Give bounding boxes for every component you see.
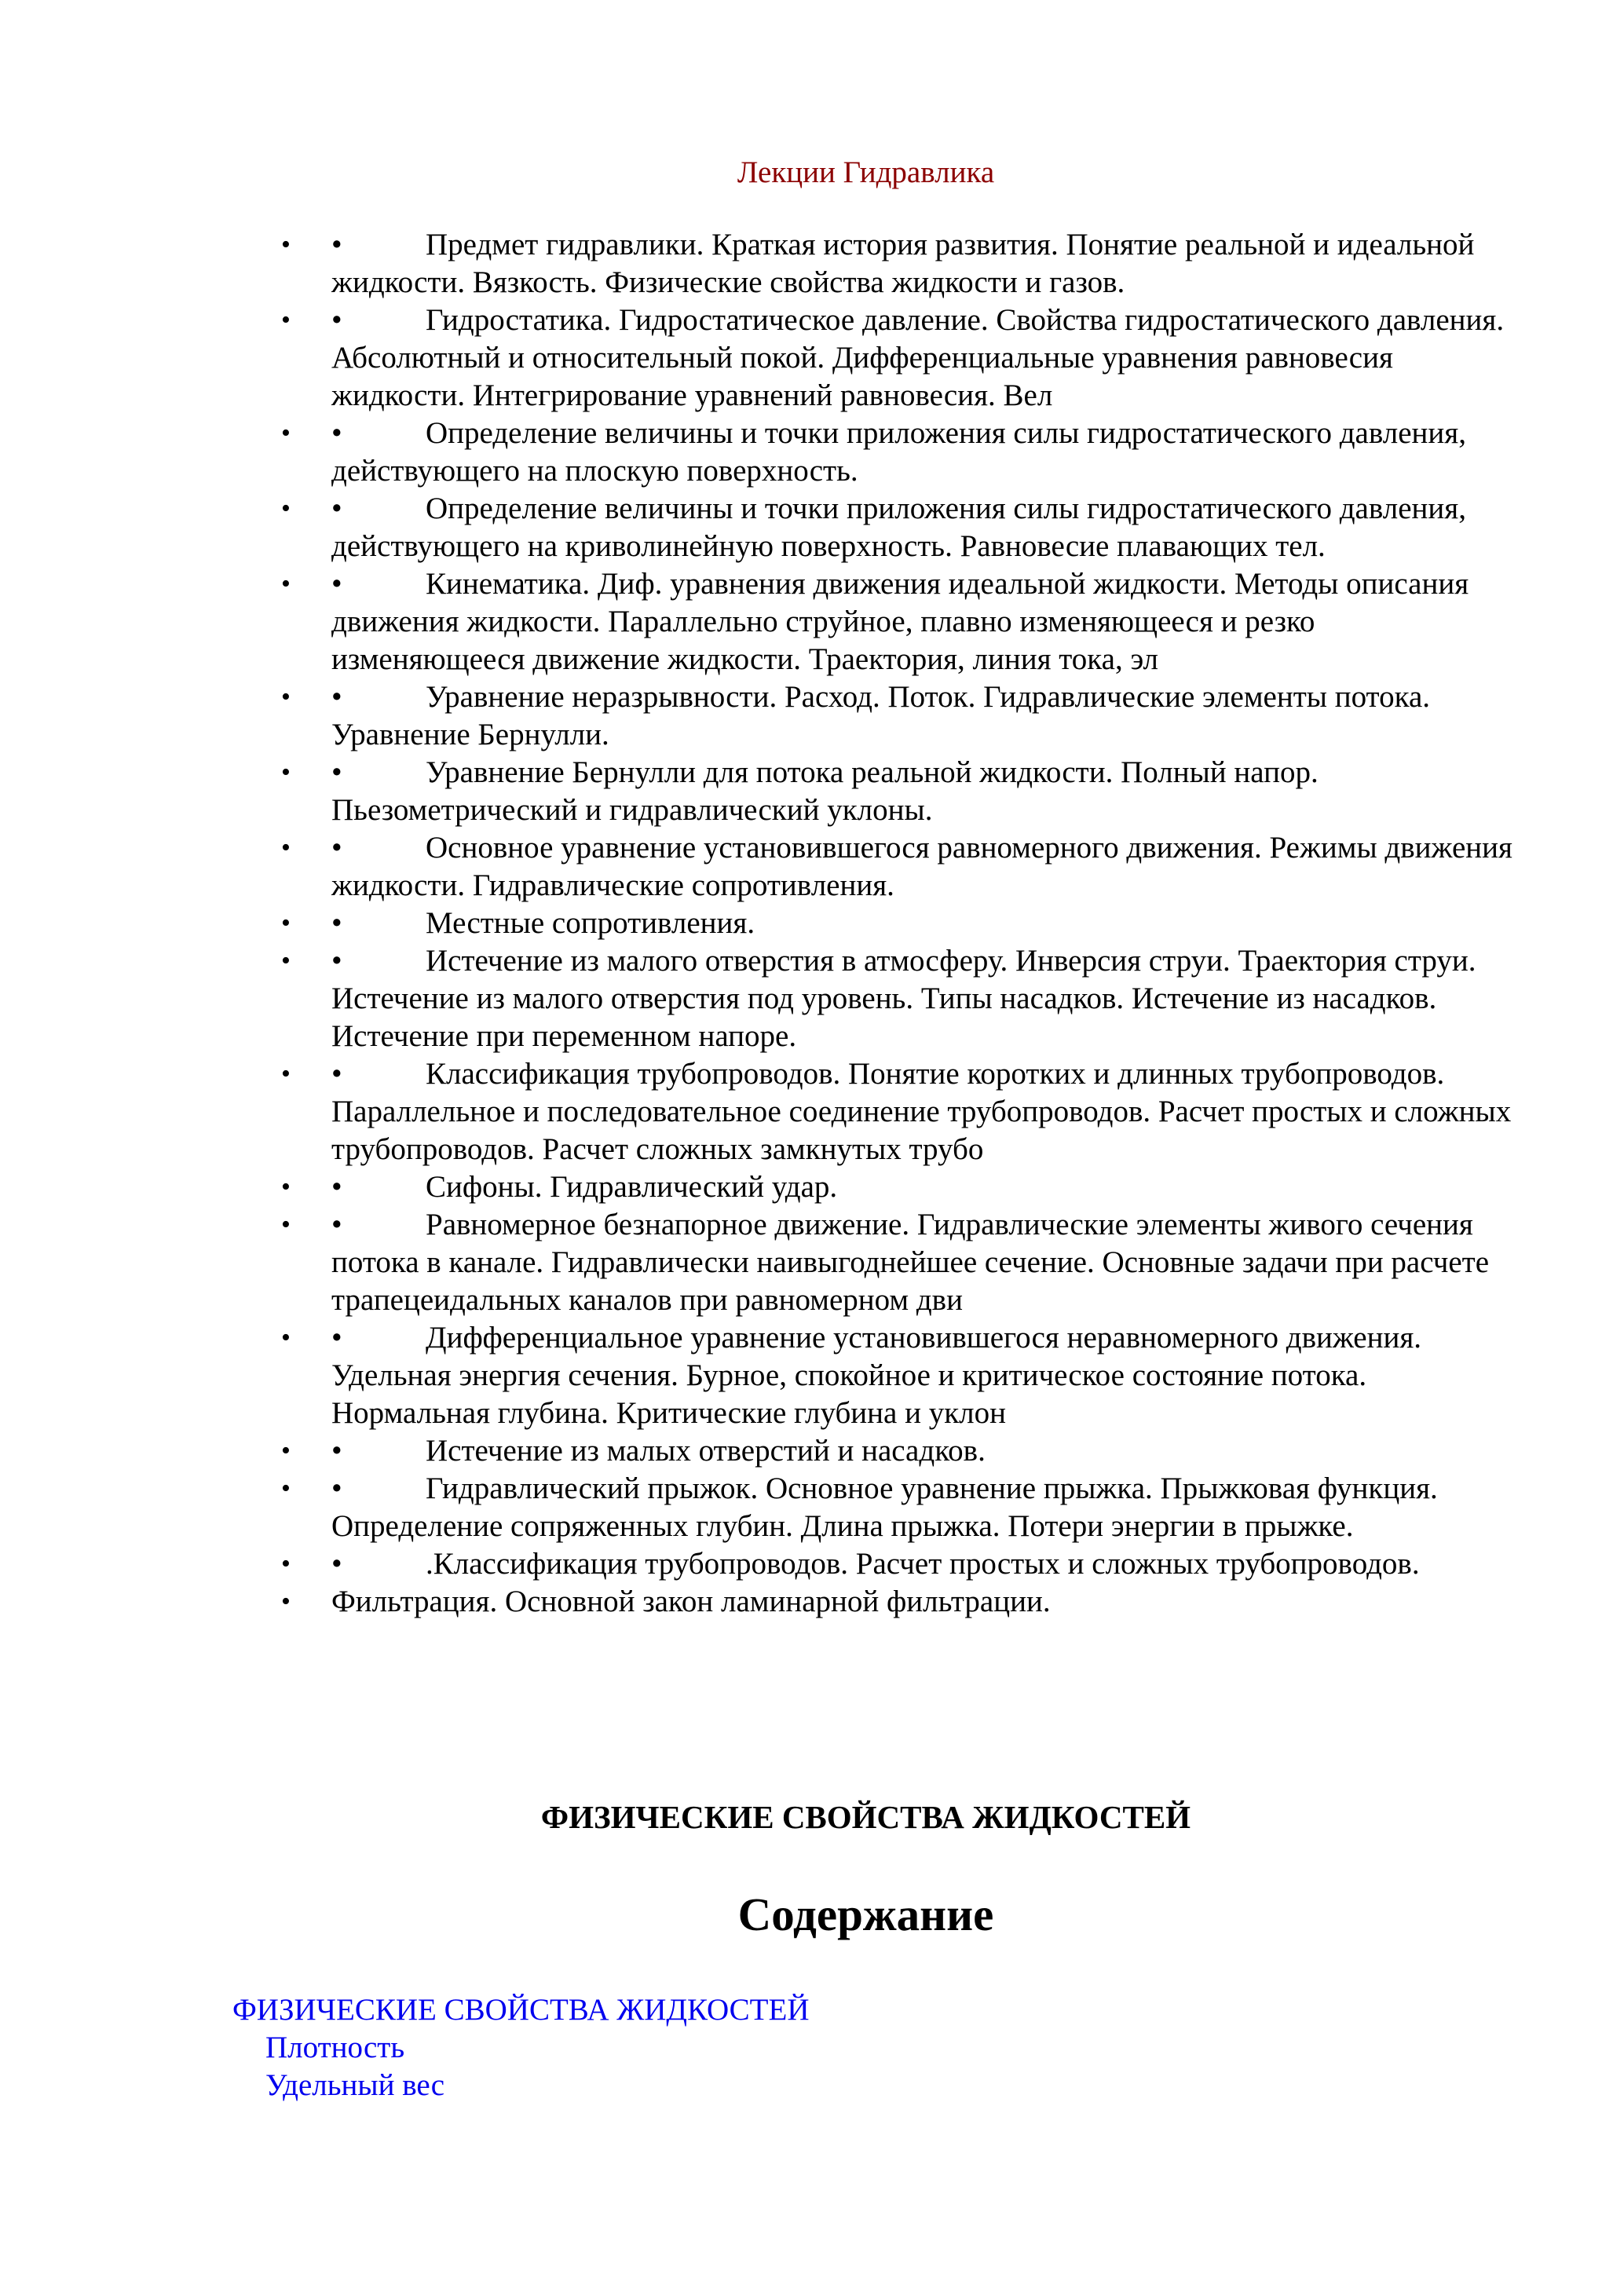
- lecture-topic-text: Предмет гидравлики. Краткая история развития. Понятие реальной и идеальной жидкости. Вязкость. Физические свойства жидкости и газов.: [331, 228, 1475, 299]
- bullet-icon: •: [281, 1210, 291, 1239]
- lecture-topics-list: [0, 226, 1624, 1621]
- toc-item: [232, 1991, 810, 2029]
- toc-link-physical-properties[interactable]: ФИЗИЧЕСКИЕ СВОЙСТВА ЖИДКОСТЕЙ: [232, 1993, 810, 2027]
- inner-bullet-icon: •: [331, 1208, 342, 1241]
- lecture-topic-text: Определение величины и точки приложения силы гидростатического давления, действующего на криволинейную поверхность. Равновесие плавающих тел.: [331, 492, 1466, 563]
- bullet-icon: •: [281, 682, 291, 711]
- list-item: [0, 415, 1624, 490]
- bullet-icon: •: [281, 946, 291, 975]
- bullet-icon: •: [281, 833, 291, 862]
- bullet-icon: •: [281, 1587, 291, 1616]
- bullet-icon: •: [281, 1323, 291, 1352]
- lecture-topic-text: Основное уравнение установившегося равномерного движения. Режимы движения жидкости. Гидравлические сопротивления.: [331, 831, 1512, 902]
- bullet-icon: •: [281, 1474, 291, 1503]
- bullet-icon: •: [281, 1549, 291, 1578]
- bullet-icon: •: [281, 909, 291, 938]
- bullet-icon: •: [281, 1059, 291, 1088]
- inner-bullet-icon: •: [331, 1057, 342, 1091]
- lecture-topic-text: Сифоны. Гидравлический удар.: [426, 1170, 838, 1204]
- inner-bullet-icon: •: [331, 303, 342, 337]
- lecture-topic-text: Истечение из малого отверстия в атмосферу. Инверсия струи. Траектория струи. Истечение из малого отверстия под уровень. Типы насадков. Истечение из насадков. Истечение при переменном напоре.: [331, 944, 1476, 1053]
- toc-item: [232, 2067, 810, 2104]
- inner-bullet-icon: •: [331, 1472, 342, 1505]
- list-item: [0, 1470, 1624, 1545]
- bullet-icon: •: [281, 494, 291, 523]
- list-item: [0, 1319, 1624, 1432]
- list-item: [0, 1206, 1624, 1319]
- lecture-topic-text: Уравнение неразрывности. Расход. Поток. Гидравлические элементы потока. Уравнение Бернулли.: [331, 680, 1431, 751]
- inner-bullet-icon: •: [331, 944, 342, 978]
- lecture-topic-text: Равномерное безнапорное движение. Гидравлические элементы живого сечения потока в канале. Гидравлически наивыгоднейшее сечение. Основные задачи при расчете трапецеидальных каналов при равномерном дви: [331, 1208, 1490, 1317]
- lecture-topic-text: Дифференциальное уравнение установившегося неравномерного движения. Удельная энергия сечения. Бурное, спокойное и критическое состояние потока. Нормальная глубина. Критические глубина и уклон: [331, 1321, 1422, 1430]
- bullet-icon: •: [281, 305, 291, 335]
- inner-bullet-icon: •: [331, 831, 342, 865]
- bullet-icon: •: [281, 569, 291, 598]
- list-item: [0, 829, 1624, 905]
- inner-bullet-icon: •: [331, 228, 342, 261]
- list-item: [0, 1545, 1624, 1583]
- list-item: [0, 1055, 1624, 1168]
- bullet-icon: •: [281, 1172, 291, 1201]
- document-title: Лекции Гидравлика: [737, 155, 995, 189]
- list-item: [0, 226, 1624, 302]
- toc-link-density[interactable]: Плотность: [265, 2031, 405, 2064]
- bullet-icon: •: [281, 758, 291, 787]
- lecture-topic-text: Гидравлический прыжок. Основное уравнение прыжка. Прыжковая функция. Определение сопряженных глубин. Длина прыжка. Потери энергии в прыжке.: [331, 1472, 1438, 1543]
- section-heading: ФИЗИЧЕСКИЕ СВОЙСТВА ЖИДКОСТЕЙ: [540, 1799, 1191, 1835]
- lecture-topic-text: Уравнение Бернулли для потока реальной жидкости. Полный напор. Пьезометрический и гидравлический уклоны.: [331, 755, 1319, 827]
- list-item: [0, 302, 1624, 415]
- list-item: [0, 1432, 1624, 1470]
- contents-heading: Содержание: [737, 1888, 994, 1940]
- lecture-topic-text: Местные сопротивления.: [426, 906, 755, 940]
- inner-bullet-icon: •: [331, 1547, 342, 1581]
- list-item: [0, 905, 1624, 942]
- inner-bullet-icon: •: [331, 1434, 342, 1468]
- lecture-topic-text: Истечение из малых отверстий и насадков.: [426, 1434, 986, 1468]
- lecture-topic-text: Фильтрация. Основной закон ламинарной фильтрации.: [331, 1585, 1051, 1618]
- list-item: [0, 754, 1624, 829]
- lecture-topic-text: Определение величины и точки приложения силы гидростатического давления, действующего на плоскую поверхность.: [331, 416, 1466, 488]
- list-item: [0, 490, 1624, 565]
- toc-item: [232, 2029, 810, 2067]
- list-item: [0, 1168, 1624, 1206]
- list-item: [0, 565, 1624, 678]
- inner-bullet-icon: •: [331, 680, 342, 714]
- bullet-icon: •: [281, 419, 291, 448]
- inner-bullet-icon: •: [331, 906, 342, 940]
- toc-link-specific-weight[interactable]: Удельный вес: [265, 2068, 445, 2102]
- lecture-topic-text: Гидростатика. Гидростатическое давление. Свойства гидростатического давления. Абсолютный и относительный покой. Дифференциальные уравнения равновесия жидкости. Интегрирование уравнений равновесия. Вел: [331, 303, 1505, 412]
- list-item: [0, 942, 1624, 1055]
- table-of-contents: [232, 1991, 810, 2104]
- list-item: [0, 678, 1624, 754]
- inner-bullet-icon: •: [331, 567, 342, 601]
- bullet-icon: •: [281, 230, 291, 259]
- inner-bullet-icon: •: [331, 492, 342, 525]
- bullet-icon: •: [281, 1436, 291, 1465]
- lecture-topic-text: Кинематика. Диф. уравнения движения идеальной жидкости. Методы описания движения жидкости. Параллельно струйное, плавно изменяющееся и резко изменяющееся движение жидкости. Траектория, линия тока, эл: [331, 567, 1469, 676]
- lecture-topic-text: Классификация трубопроводов. Понятие коротких и длинных трубопроводов. Параллельное и последовательное соединение трубопроводов. Расчет простых и сложных трубопроводов. Расчет сложных замкнутых трубо: [331, 1057, 1512, 1166]
- inner-bullet-icon: •: [331, 755, 342, 789]
- inner-bullet-icon: •: [331, 1321, 342, 1355]
- lecture-topic-text: .Классификация трубопроводов. Расчет простых и сложных трубопроводов.: [426, 1547, 1420, 1581]
- inner-bullet-icon: •: [331, 1170, 342, 1204]
- list-item: [0, 1583, 1624, 1621]
- inner-bullet-icon: •: [331, 416, 342, 450]
